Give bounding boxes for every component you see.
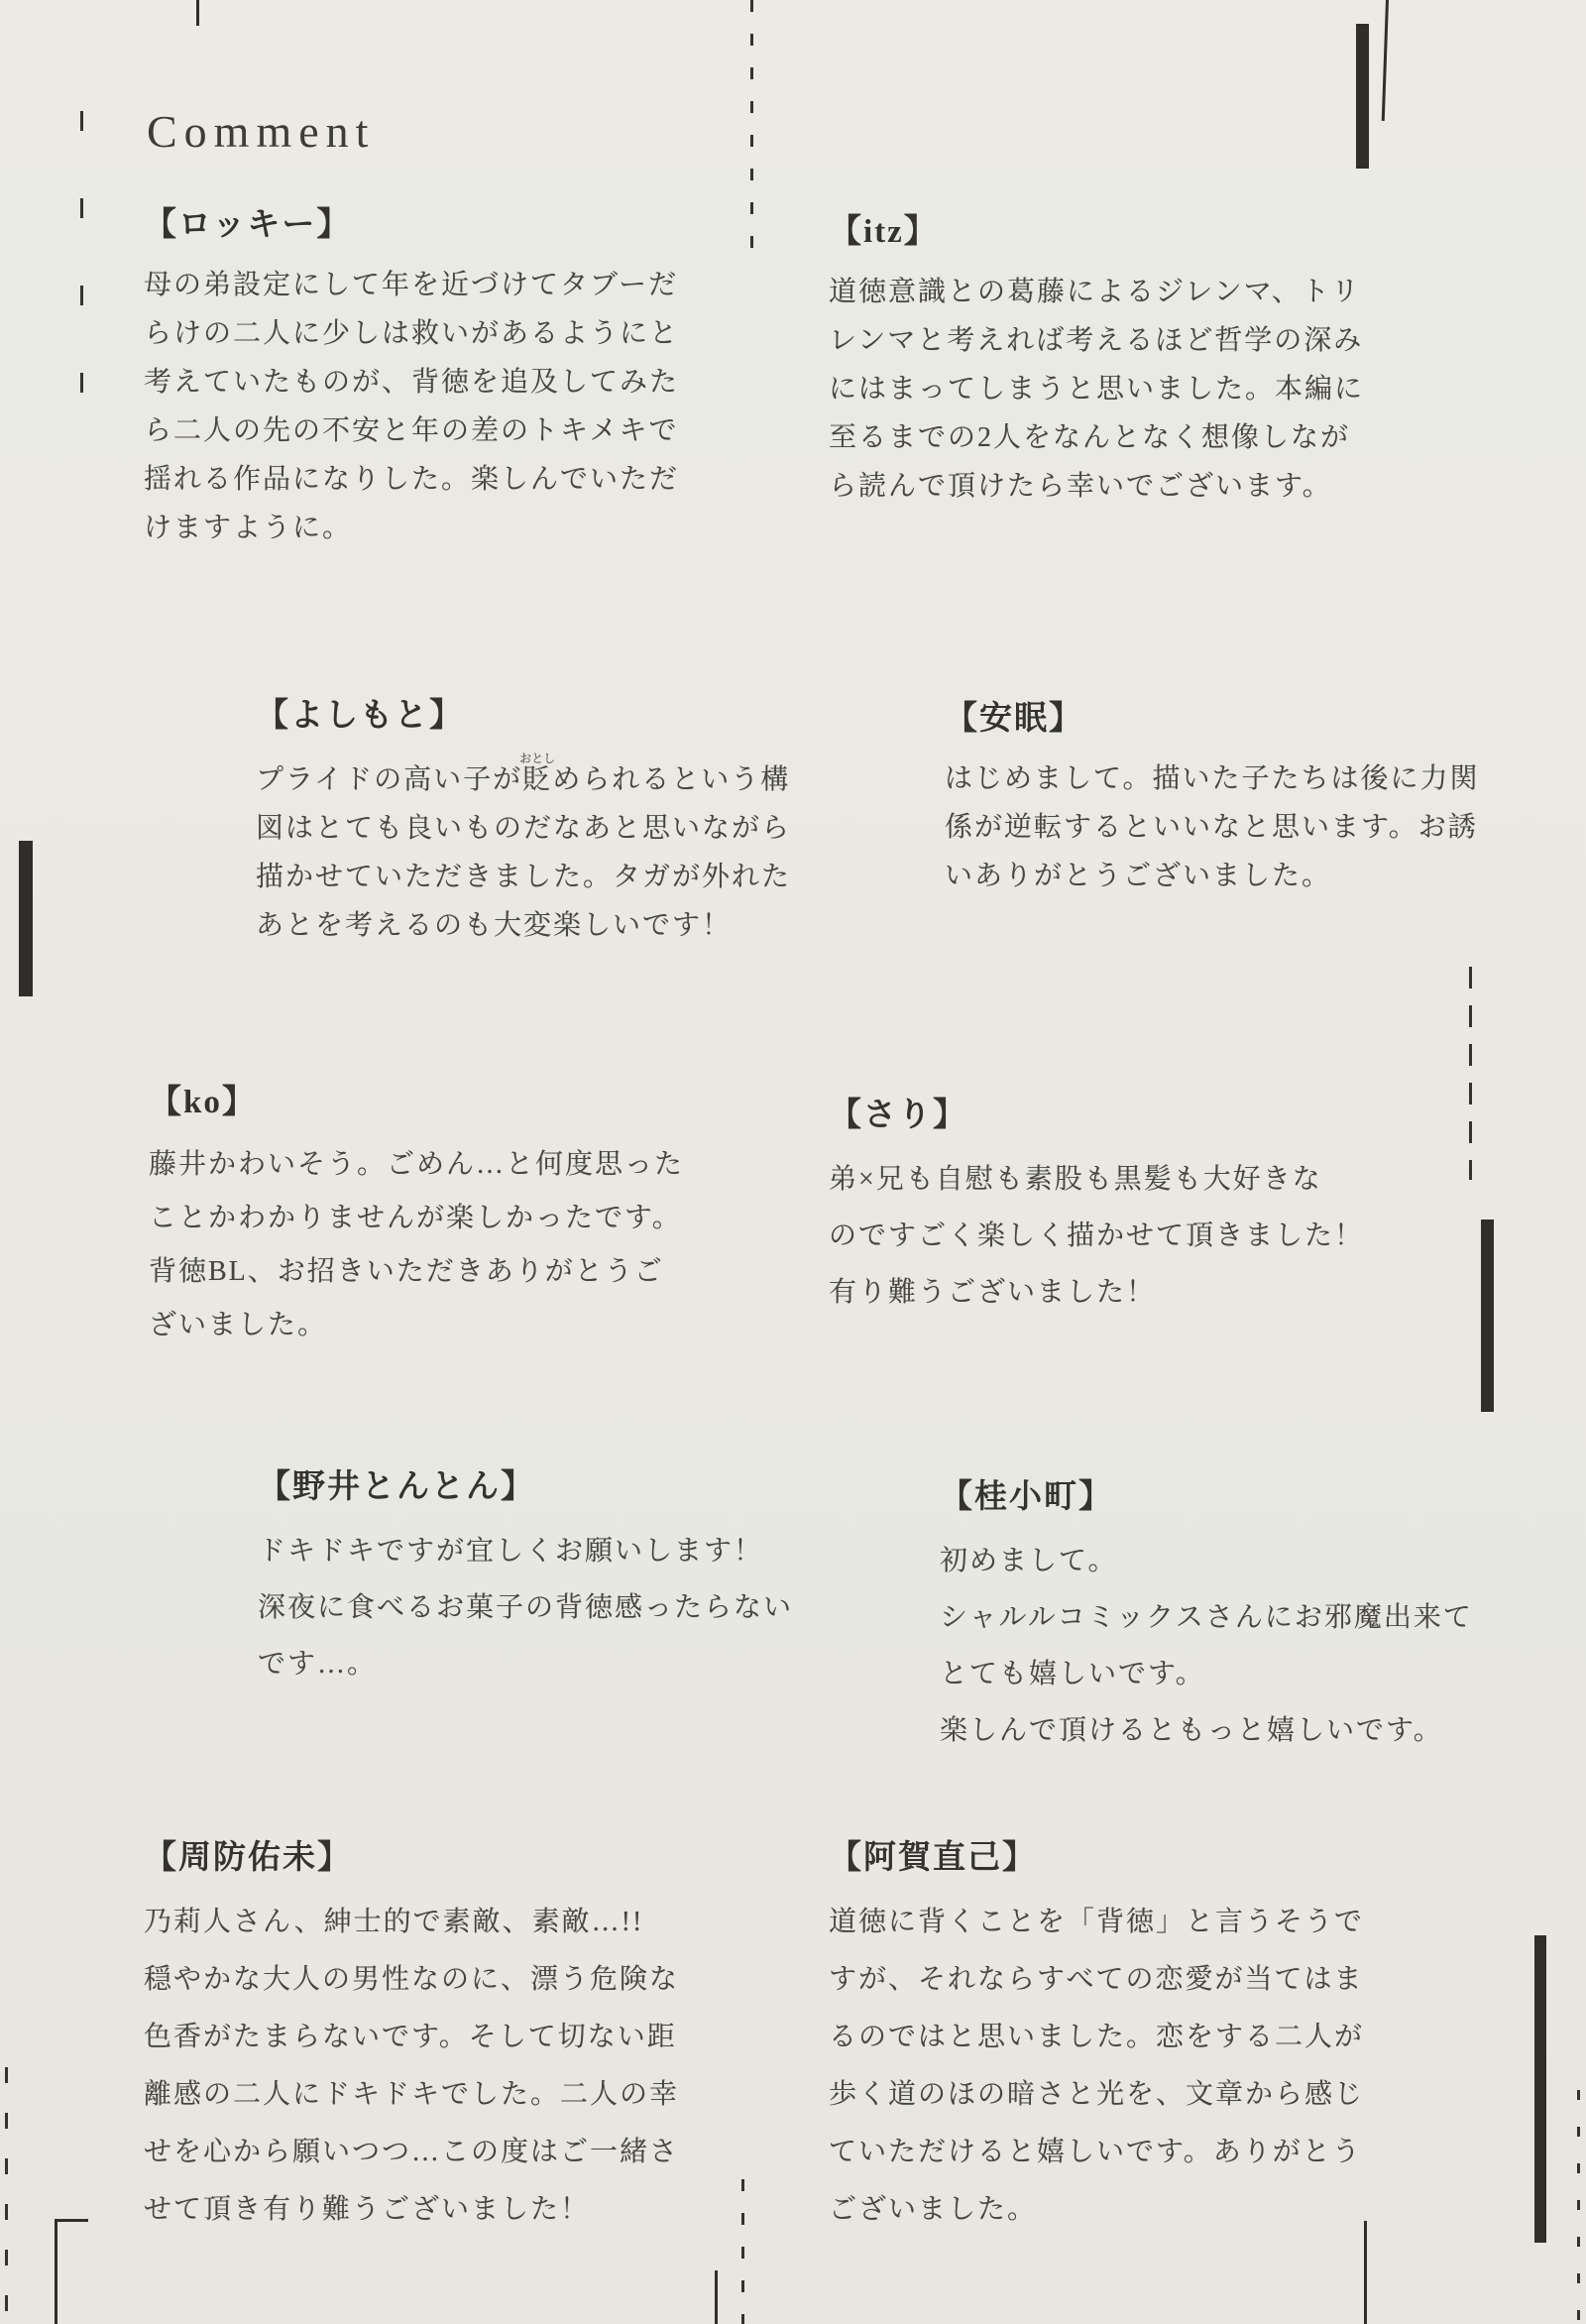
comment-line: 乃莉人さん、紳士的で素敵、素敵…!! [144,1907,644,1937]
comment-block-itz [829,210,1364,511]
comment-line: にはまってしまうと思いました。本編に [829,374,1365,405]
comment-line: 藤井かわいそう。ごめん…と何度思った [149,1149,685,1180]
print-mark-dashes-left-upper [80,111,83,401]
print-mark-bar-bottom-right [1534,1935,1546,2243]
furigana-text: おとし [519,752,556,765]
page-title: Comment [147,106,376,157]
comment-block-yoshimoto [256,694,791,950]
comment-line: 歩く道のほの暗さと光を、文章から感じ [829,2079,1365,2110]
comment-line: のですごく楽しく描かせて頂きました！ [829,1220,1365,1251]
commenter-name: 【ロッキー】 [144,207,352,243]
comment-line: 背徳BL、お招きいただきありがとうご [149,1256,664,1287]
commenter-name: 【itz】 [829,214,939,250]
comment-line: るのではと思いました。恋をする二人が [829,2022,1365,2052]
comment-line: ドキドキですが宜しくお願いします！ [258,1536,764,1567]
print-mark-line-bottom-right [1364,2221,1367,2324]
commenter-name: 【安眠】 [945,701,1083,737]
comment-block-sari [829,1094,1364,1321]
print-mark-bar-left-middle [19,841,33,996]
ruby-annotation [519,752,556,795]
comment-line: ざいました。 [149,1310,328,1340]
print-mark-line-bottom-center [715,2270,718,2324]
comment-block-ko [149,1081,684,1352]
commenter-name: 【周防佑未】 [144,1840,352,1876]
comment-line: 深夜に食べるお菓子の背徳感ったらない [258,1592,794,1623]
comment-block-aga-naoki [829,1836,1364,2239]
comment-line: 弟×兄も自慰も素股も黒髪も大好きな [829,1164,1322,1195]
comment-line: とても嬉しいです。 [940,1659,1205,1689]
ruby-base: 貶 [519,764,556,795]
comment-line: 考えていたものが、背徳を追及してみた [144,367,680,398]
comment-block-noi-tonton [258,1465,793,1692]
comment-line-with-furigana [256,752,791,804]
commenter-name: 【桂小町】 [940,1479,1113,1515]
print-mark-dashes-bottom-far-right [1577,2090,1580,2324]
comment-line: 初めまして。 [940,1546,1118,1576]
comment-line: ら二人の先の不安と年の差のトキメキで [144,415,679,446]
comment-line: 係が逆転するといいなと思います。お誘 [945,812,1478,843]
comment-line: らけの二人に少しは救いがあるようにと [144,318,680,349]
comment-line: けますように。 [144,513,353,543]
comment-line: 道徳意識との葛藤によるジレンマ、トリ [829,277,1361,307]
print-mark-bar-right-middle [1481,1220,1494,1412]
comment-line: ら読んで頂けたら幸いでございます。 [829,471,1332,502]
print-mark-line-top-right [1382,0,1389,121]
comment-line: 色香がたまらないです。そして切ない距 [144,2022,677,2052]
print-mark-line-bottom-left [55,2219,57,2324]
comment-line: あとを考えるのも大変楽しいです！ [256,910,733,941]
comment-line: せを心から願いつつ…この度はご一緒さ [144,2137,680,2167]
comment-line: ございました。 [829,2194,1038,2225]
comment-line: ことかわかりませんが楽しかったです。 [149,1203,682,1233]
comment-line: シャルルコミックスさんにお邪魔出来て [940,1602,1473,1633]
commenter-name: 【さり】 [829,1098,967,1133]
comment-line: ていただけると嬉しいです。ありがとう [829,2137,1362,2167]
comment-block-anmin [945,697,1479,900]
comment-line: 至るまでの2人をなんとなく想像しなが [829,422,1351,453]
print-mark-dashes-right-middle [1469,967,1472,1180]
comment-line: すが、それならすべての恋愛が当てはま [829,1964,1364,1995]
comment-line: 穏やかな大人の男性なのに、漂う危険な [144,1964,680,1995]
comment-line: はじめまして。描いた子たちは後に力関 [945,763,1480,794]
comment-line: 図はとても良いものだなあと思いながら [256,813,792,844]
comment-block-rocky [144,203,679,552]
commenter-name: 【よしもと】 [256,698,464,734]
commenter-name: 【野井とんとん】 [258,1469,535,1505]
comment-line: 離感の二人にドキドキでした。二人の幸 [144,2079,680,2110]
comment-line: 有り難うございました！ [829,1277,1157,1308]
comment-block-katsura-komachi [940,1475,1473,1759]
comment-line: 揺れる作品になりした。楽しんでいただ [144,464,680,495]
print-mark-dashes-top-center [750,0,753,250]
print-mark-tick-bottom-left [55,2219,88,2222]
print-mark-bar-top-right [1356,24,1369,169]
comment-line: せて頂き有り難うございました！ [144,2194,591,2225]
comment-line: レンマと考えれば考えるほど哲学の深み [829,325,1364,356]
print-mark-dashes-bottom-far-left [5,2067,8,2324]
comment-block-suo-yumi [144,1836,679,2239]
print-mark-tick-top-left [196,0,199,26]
print-mark-dashes-bottom-center [741,2179,744,2324]
comment-line: 楽しんで頂けるともっと嬉しいです。 [940,1715,1443,1746]
comment-line: です…。 [258,1649,378,1680]
comment-line: 描かせていただきました。タガが外れた [256,862,792,892]
comment-line: 道徳に背くことを「背徳」と言うそうで [829,1907,1365,1937]
comment-line: いありがとうございました。 [945,861,1332,891]
line-text: められるという構 [552,764,791,795]
commenter-name: 【ko】 [149,1085,257,1120]
commenter-name: 【阿賀直己】 [829,1840,1037,1876]
line-text: プライドの高い子が [256,764,523,795]
comment-line: 母の弟設定にして年を近づけてタブーだ [144,270,679,300]
